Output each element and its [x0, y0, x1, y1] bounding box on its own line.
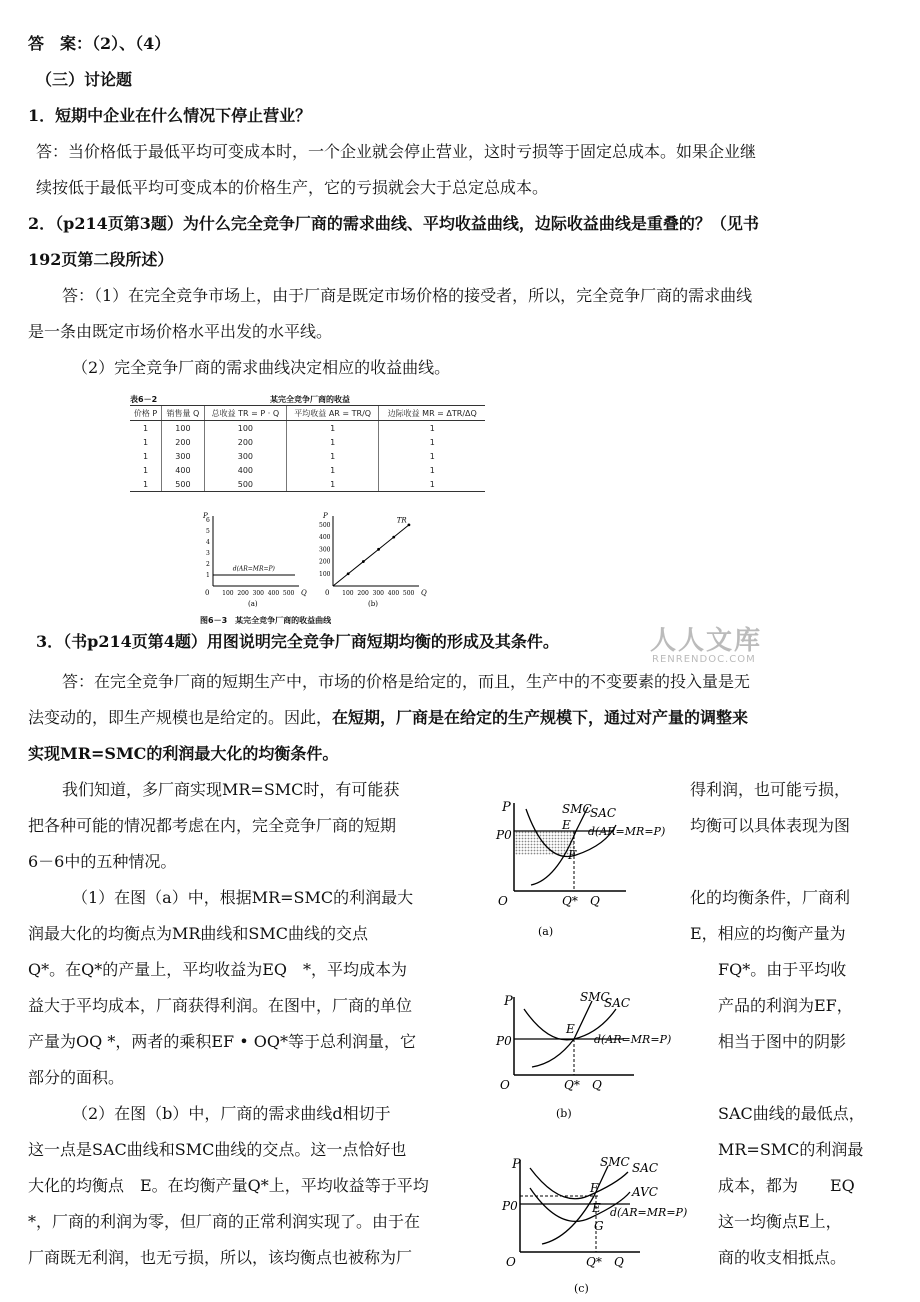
axis-q-label: Q [614, 1255, 624, 1269]
table-row [130, 477, 485, 492]
series-label: d(AR=MR=P) [232, 565, 275, 573]
table-cell: 200 [204, 435, 286, 449]
revenue-chart-a [195, 512, 305, 612]
table-cell: 1 [286, 463, 379, 477]
y-tick-label: 500 [319, 521, 331, 529]
answer-1-line-1: 答：当价格低于最低平均可变成本时，一个企业就会停止营业，这时亏损等于固定总成本。如果企业继 [36, 142, 757, 161]
right-col-line: 相当于图中的阴影 [718, 1032, 847, 1051]
table-cell: 1 [379, 449, 485, 463]
x-tick-label: 400 [267, 590, 280, 597]
left-col-line: 部分的面积。 [28, 1068, 125, 1087]
table-cell: 1 [379, 435, 485, 449]
y-tick-label: 300 [319, 546, 331, 554]
table-cell: 1 [286, 421, 379, 436]
left-col-line: 我们知道，多厂商实现MR=SMC时，有可能获 [62, 780, 400, 799]
table-cell: 1 [142, 437, 149, 447]
table-cell: 1 [142, 423, 149, 433]
table-cell: 1 [142, 451, 149, 461]
right-col-line: FQ*。由于平均收 [718, 960, 847, 979]
table-cell: 1 [379, 463, 485, 477]
axis-q-label: Q [590, 894, 600, 908]
table-cell: 400 [204, 463, 286, 477]
x-tick-label: 200 [237, 590, 249, 597]
table-row [130, 463, 485, 477]
y-tick-label: 5 [206, 528, 210, 535]
table-cell: 100 [204, 421, 286, 436]
table-cell: 1 [130, 477, 162, 492]
y-tick-label: 1 [206, 572, 210, 579]
answer-2-line-2: 是一条由既定市场价格水平出发的水平线。 [28, 322, 333, 341]
x-tick-label: 500 [282, 590, 295, 597]
right-col-line: MR=SMC的利润最 [718, 1140, 864, 1159]
tr-point [392, 536, 395, 539]
y-tick-label: 4 [206, 539, 210, 546]
x-tick-label: 400 [387, 590, 400, 597]
answer-1-line-2: 续按低于最低平均可变成本的价格生产，它的亏损就会大于总定总成本。 [36, 178, 549, 197]
table-cell: 1 [142, 465, 149, 475]
table-cell: 1 [286, 435, 379, 449]
left-col-line: 大化的均衡点 E。在均衡产量Q*上，平均收益等于平均 [28, 1176, 429, 1195]
left-col-line: 厂商既无利润，也无亏损，所以，该均衡点也被称为厂 [28, 1248, 413, 1267]
sac-curve [530, 1168, 628, 1199]
chart-caption: (b) [368, 600, 378, 608]
right-col-line: 成本，都为 EQ [718, 1176, 855, 1195]
y-tick-label: 2 [206, 561, 210, 568]
x-tick-label: 300 [252, 590, 265, 597]
right-col-line: 得利润，也可能亏损， [690, 780, 851, 799]
x-tick-label: 500 [402, 590, 415, 597]
x-axis-label: Q [421, 589, 427, 597]
x-tick-label: 200 [357, 590, 369, 597]
table-label: 表6－2 [130, 395, 158, 404]
origin-label: O [498, 894, 508, 908]
table-header: 价格 P [130, 406, 162, 421]
tr-line [333, 525, 409, 586]
answer-3-line-1: 答：在完全竞争厂商的短期生产中，市场的价格是给定的，而且，生产中的不变要素的投入量是无 [62, 672, 751, 691]
left-col-line: （1）在图（a）中，根据MR=SMC的利润最大 [72, 888, 414, 907]
x-axis-label: Q [301, 589, 307, 597]
sac-label: SAC [604, 996, 631, 1010]
left-col-line: 这一点是SAC曲线和SMC曲线的交点。这一点恰好也 [28, 1140, 407, 1159]
left-col-line: Q*。在Q*的产量上，平均收益为EQ *，平均成本为 [28, 960, 408, 979]
table-header: 总收益 TR = P · Q [204, 406, 286, 421]
answer-heading: 答 案：（2）、（4） [28, 34, 171, 53]
table-cell: 1 [379, 477, 485, 492]
table-cell: 500 [204, 477, 286, 492]
left-col-line: *，厂商的利润为零，但厂商的正常利润实现了。由于在 [28, 1212, 421, 1231]
figure-c [490, 1152, 710, 1300]
demand-label: d(AR=MR=P) [588, 825, 666, 838]
left-col-line: 益大于平均成本，厂商获得利润。在图中，厂商的单位 [28, 996, 413, 1015]
figure-a-caption: (a) [538, 925, 554, 938]
table-cell: 200 [162, 435, 205, 449]
axis-p-label: P [502, 800, 511, 815]
x-tick-label: 300 [372, 590, 385, 597]
right-col-line: 均衡可以具体表现为图 [690, 816, 851, 835]
p0-label: P0 [502, 1199, 518, 1213]
answer-3-line-2-bold: 在短期，厂商是在给定的生产规模下，通过对产量的调整来 [332, 708, 749, 727]
question-3: 3．（书p214页第4题）用图说明完全竞争厂商短期均衡的形成及其条件。 [36, 632, 559, 651]
table-header: 销售量 Q [162, 406, 205, 421]
table-row [130, 449, 485, 463]
tr-point [408, 523, 411, 526]
axis-p-label: P [504, 994, 513, 1009]
point-e-label: E [592, 1201, 601, 1215]
question-1: 1．短期中企业在什么情况下停止营业？ [28, 106, 312, 125]
origin-label: O [500, 1078, 510, 1092]
y-tick-label: 200 [319, 558, 331, 566]
demand-label: d(AR=MR=P) [610, 1206, 688, 1219]
point-e-label: E [566, 1022, 575, 1036]
watermark-logo: 人人文库 [650, 626, 763, 656]
avc-label: AVC [632, 1185, 658, 1199]
qstar-label: Q* [564, 1078, 580, 1092]
y-tick-label: 3 [206, 550, 210, 557]
origin-label: O [506, 1255, 516, 1269]
right-col-line: 化的均衡条件，厂商利 [690, 888, 851, 907]
point-e-label: E [562, 818, 571, 832]
right-col-line: 这一均衡点E上， [718, 1212, 842, 1231]
answer-3-line-3: 实现MR=SMC的利润最大化的均衡条件。 [28, 744, 339, 763]
answer-3-line-2-normal: 法变动的，即生产规模也是给定的。因此， [28, 708, 333, 727]
left-col-line: 6－6中的五种情况。 [28, 852, 177, 871]
x-tick-label: 100 [222, 590, 234, 597]
left-col-line: 把各种可能的情况都考虑在内，完全竞争厂商的短期 [28, 816, 397, 835]
section-heading: （三）讨论题 [36, 70, 133, 89]
right-col-line: SAC曲线的最低点， [718, 1104, 865, 1123]
tr-point [347, 572, 350, 575]
tr-point [377, 548, 380, 551]
p0-label: P0 [496, 1034, 512, 1048]
revenue-chart-b [315, 512, 435, 612]
qstar-label: Q* [562, 894, 578, 908]
series-label: TR [396, 516, 407, 525]
table-cell: 300 [162, 449, 205, 463]
axis-p-label: P [512, 1157, 521, 1172]
question-2-line-1: 2．（p214页第3题）为什么完全竞争厂商的需求曲线、平均收益曲线，边际收益曲线是重叠的？（见书 [28, 214, 759, 233]
table-cell: 300 [204, 449, 286, 463]
table-cell: 1 [379, 421, 485, 436]
demand-label: d(AR=MR=P) [594, 1033, 672, 1046]
figure-c-caption: (c) [574, 1282, 589, 1295]
figure-b-caption: (b) [556, 1107, 572, 1120]
y-axis-label: P [323, 512, 328, 520]
y-tick-label: 100 [319, 570, 331, 578]
smc-curve [532, 1001, 592, 1067]
smc-label: SMC [562, 802, 592, 816]
answer-3-line-2 [28, 708, 748, 728]
tr-point [362, 560, 365, 563]
question-2-line-2: 192页第二段所述） [28, 250, 174, 269]
left-col-line: 润最大化的均衡点为MR曲线和SMC曲线的交点 [28, 924, 369, 943]
table-row [130, 435, 485, 449]
table-cell: 100 [162, 421, 205, 436]
table-cell: 500 [162, 477, 205, 492]
table-header: 边际收益 MR = ΔTR/ΔQ [379, 406, 485, 421]
y-tick-label: 400 [319, 534, 331, 542]
figure-b [484, 987, 704, 1127]
smc-label: SMC [600, 1155, 630, 1169]
table-row [130, 421, 485, 436]
left-col-line: （2）在图（b）中，厂商的需求曲线d相切于 [72, 1104, 391, 1123]
qstar-label: Q* [586, 1255, 602, 1269]
y-tick-label: 6 [206, 517, 210, 524]
watermark-url: RENRENDOC.COM [652, 654, 756, 665]
point-f-label: F [590, 1181, 599, 1195]
table-title: 某完全竞争厂商的收益 [270, 395, 350, 404]
revenue-table [130, 405, 485, 492]
figure-caption: 图6－3 某完全竞争厂商的收益曲线 [200, 616, 332, 625]
table-cell: 400 [162, 463, 205, 477]
right-col-line: 产品的利润为EF， [718, 996, 853, 1015]
point-f-label: F [568, 848, 577, 862]
left-col-line: 产量为OQ *，两者的乘积EF • OQ*等于总利润量，它 [28, 1032, 416, 1051]
answer-2-line-3: （2）完全竞争厂商的需求曲线决定相应的收益曲线。 [72, 358, 451, 377]
y-axis-label: P [203, 512, 208, 520]
sac-label: SAC [590, 806, 617, 820]
smc-label: SMC [580, 990, 610, 1004]
table-header: 平均收益 AR = TR/Q [286, 406, 379, 421]
table-cell: 1 [286, 477, 379, 492]
point-g-label: G [594, 1219, 604, 1233]
axis-q-label: Q [592, 1078, 602, 1092]
origin-tick: 0 [205, 589, 210, 597]
x-tick-label: 100 [342, 590, 354, 597]
right-col-line: E，相应的均衡产量为 [690, 924, 846, 943]
figure-a [476, 795, 696, 945]
chart-caption: (a) [248, 600, 258, 608]
p0-label: P0 [496, 828, 512, 842]
origin-tick: 0 [325, 589, 330, 597]
answer-2-line-1: 答：（1）在完全竞争市场上，由于厂商是既定市场价格的接受者，所以，完全竞争厂商的需求曲线 [62, 286, 753, 305]
right-col-line: 商的收支相抵点。 [718, 1248, 847, 1267]
sac-label: SAC [632, 1161, 659, 1175]
table-cell: 1 [286, 449, 379, 463]
